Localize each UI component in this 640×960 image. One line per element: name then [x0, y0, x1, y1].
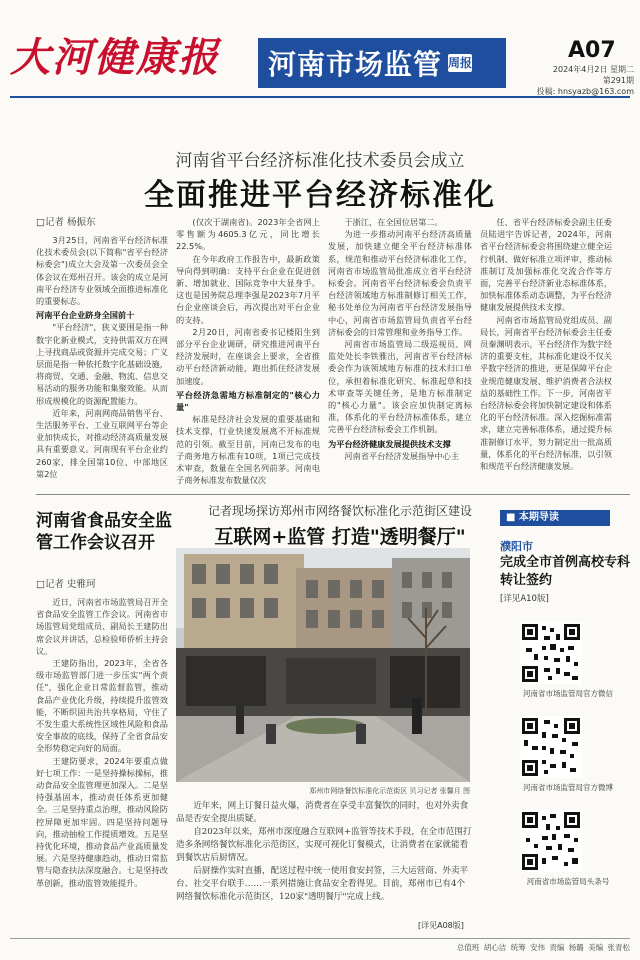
footer-divider: [10, 938, 630, 939]
weekly-banner: [258, 38, 506, 88]
paragraph: 任、省平台经济标委会副主任委员陆进宇告诉记者，2024年，河南省平台经济标委会将围绕建立健全运行机制、做好标准立项评审、推动标准制订及加强标准化交流合作等方面，完善平台经济新业态标准体系，加快标准体系动态调整，为平台经济健康发展提供技术支撑。: [480, 217, 612, 313]
story3-headline: 互联网+监管 打造"透明餐厅": [214, 526, 466, 548]
section-divider: [36, 494, 630, 495]
paragraph: 在今年政府工作报告中，最新政策导向得到明确：支持平台企业在促进创新、增加就业、国际竞争中大显身手。这也是国务院总理李强是2023年7月平台企业座谈会后，再次提出对平台企业的支持。: [176, 253, 320, 325]
qr-code-toutiao: [520, 810, 582, 872]
paragraph: "平台经济"，狭义要围是指一种数字化新业模式，支持供需双方在网上寻找商品或资源并完成交易；广义层面是指一种依托数字化基础设施，将商贸、交通、金融、物流、信息交易活动的服务功能和集聚效能。从而形成规模化的资源配置能力。: [36, 322, 168, 406]
story1-column-3: [328, 216, 472, 486]
paragraph: 近年来，河南网商品销售平台、生活服务平台、工业互联网平台等企业加快成长，对推动经济高质量发展具有重要意义。河南现有平台企业约260家，排全国第10位、中部地区第2位: [36, 407, 168, 479]
paragraph: 为进一步推动河南平台经济高质量发展，加快建立健全平台经济标准体系，规范和推动平台经济标准化工作，河南省市场监管局批准成立省平台经济标委会。河南省平台经济标委会负责平台经济领域地方标准制修订相关工作，秘书处单位为河南省平台经济发展指导中心，河南省市场监管局负责省平台经济标委会的日常管理和业务指导工作。: [328, 229, 472, 337]
contact-email: 投稿: hnsyazb@163.com: [536, 87, 634, 96]
street-photo: [176, 548, 470, 782]
paragraph: 王建防指出，2023年，全省各级市场监管部门进一步压实"两个责任"，强化企业日常监督监管，推动食品产业优化升级，持续提升监管效能，不断织固共治共享格局，守住了不发生重大系统性区域性风险和食品安全事故的底线，保持了全省食品安全形势稳定向好的局面。: [36, 658, 168, 754]
story2-body: [36, 596, 168, 932]
subheading: 平台经济急需地方标准制定的"核心力量": [176, 389, 320, 413]
footer-credits: 总值班 胡心洁 统筹 安伟 责编 杨璐 美编 张青松: [456, 943, 630, 952]
paragraph: 标准是经济社会发展的重要基础和技术支撑，行业快速发展离不开标准规范的引领。截至目前，河南已发布的电子商务地方标准有10项，1项已完成技术审查，数量在全国名列前茅。河南电子商务标准发布数量仅次: [176, 414, 320, 486]
qr-label-toutiao: 河南省市场监管局头条号: [526, 877, 610, 886]
page-number: A07: [568, 38, 616, 63]
subheading: 河南平台企业跻身全国前十: [36, 310, 135, 321]
paragraph: 自2023年以来，郑州市深度融合互联网+监管等技术手段，在全市范围打造多条网络餐饮标准化示范街区，实现可视化订餐模式，让消费者在家就能看到餐饮店后厨情况。: [176, 827, 472, 863]
story1-byline: □记者 杨振东: [36, 217, 96, 228]
story1-column-4: [480, 216, 612, 486]
guide-place: 濮阳市: [500, 540, 533, 553]
story2-byline: □记者 史雅珂: [36, 579, 96, 590]
weekly-title: 河南市场监管: [268, 48, 443, 81]
paragraph: 后厨操作实时直播，配送过程中统一使用食安封签，三大运营商、外卖平台、社交平台联手……一系列措施让食品安全看得见。目前，郑州市已有4个网络餐饮标准化示范街区，120家"透明餐厅"完成上线。: [176, 866, 469, 902]
story3-more-ref: [详见A08版]: [418, 921, 464, 930]
issue-meta: [516, 64, 634, 97]
paragraph: 河南省平台经济发展指导中心主: [344, 450, 460, 461]
story1-kicker: 河南省平台经济标准化技术委员会成立: [175, 151, 465, 171]
weekly-tag: 周报: [448, 56, 473, 70]
issue-date: 2024年4月2日 星期二: [552, 65, 634, 74]
paragraph: 河南省市场监管局二级巡视员、网监处处长李铁雅出，河南省平台经济标委会作为该领域地方标准的技术归口单位，承担着标准化研究、标准起草和技术审查等关键任务，是地方标准制定的"核心力量"。该会应加快制定离标准，体系化的平台经济标准体系，建立完善平台经济标委会工作机制。: [328, 339, 472, 435]
story2-headline: 河南省食品安全监管工作会议召开: [36, 511, 172, 553]
paragraph: 王建防要求，2024年要重点做好七项工作：一是坚持操标操标，推动食品安全监管理更加深入。二是坚持强基固本，推动责任体系更加健全。三是坚持重点治理，推动风险防控屏障更加牢固。四是坚持问题导向，推动抽检工作提质增效。五是坚持优化环境，推动食品产业高质量发展。六是坚持健康趋动，推动日常监管与隐查扶法深度融合。七是坚持改革创新，推动监管效能提升。: [36, 755, 168, 888]
masthead-divider: [10, 96, 630, 98]
paragraph: 近年来，网上订餐日益火爆，消费者在享受丰富餐饮的同时，也对外卖食品是否安全提出质疑。: [176, 801, 469, 824]
paragraph: (仅次于湖南省)。2023年全省网上零售额为4605.3亿元，同比增长22.5%。: [176, 217, 320, 252]
story1-column-1: [36, 234, 168, 486]
story1-headline: 全面推进平台经济标准化: [144, 178, 496, 213]
paragraph: 近日，河南省市场监管局召开全省食品安全监管工作会议。河南省市场监管局党组成员、副局长王建防出席会议并讲话，总检验师侨析主持会议。: [36, 597, 168, 656]
subheading: 为平台经济健康发展提供技术支撑: [328, 438, 451, 449]
newspaper-logo: 大河健康报: [10, 34, 220, 81]
paragraph: 2月20日，河南省委书记楼阳生到部分平台企业调研，研究推进河南平台经济发展时，在座谈会上要求，全省推动平台经济新动能，跑出抓住经济发展加速度。: [176, 326, 320, 386]
paragraph: 于浙江，在全国位居第二。: [344, 217, 443, 227]
paragraph: 3月25日，河南省平台经济标准化技术委员会(以下简称"省平台经济标委会")成立大会及第一次委员会全体会议在郑州召开。该会的成立是河南平台经济专业领域全面推进标准化的重要标志。: [36, 235, 168, 307]
guide-ref: [详见A10版]: [500, 594, 549, 604]
qr-label-weibo: 河南省市场监管局官方微博: [523, 783, 613, 792]
guide-title: 完成全市首例高校专科转让签约: [500, 555, 631, 588]
guide-header: ■ 本期导读: [500, 510, 610, 526]
photo-caption: 郑州市网络餐饮标准化示范街区 贝习记者 张馨月 图: [309, 787, 470, 795]
story3-body: [176, 800, 472, 904]
qr-code-weibo: [520, 716, 582, 778]
paragraph: 河南省市场监管局党组成员、副局长，河南省平台经济标委会主任委员秦渊明表示，平台经济作为数字经济的重要支柱，其标准化建设不仅关乎数字经济的推进，更是保障平台企业规范健康发展、维护消费者合法权益的基础性工作。下一步，河南省平台经济标委会将加快制定建设和体系化的平台经济标准。深入挖掘标准需求，建立完善标准体系，通过提升标准制修订水平，努力制定出一批高质量，体系化的平台经济标准，以引领和规范平台经济健康发展。: [480, 314, 612, 472]
issue-number: 第291期: [602, 76, 634, 85]
qr-label-wechat: 河南省市场监管局官方微信: [523, 689, 613, 698]
story3-kicker: 记者现场探访郑州市网络餐饮标准化示范街区建设: [207, 504, 472, 518]
qr-code-wechat: [520, 622, 582, 684]
story1-column-2: [176, 216, 320, 486]
